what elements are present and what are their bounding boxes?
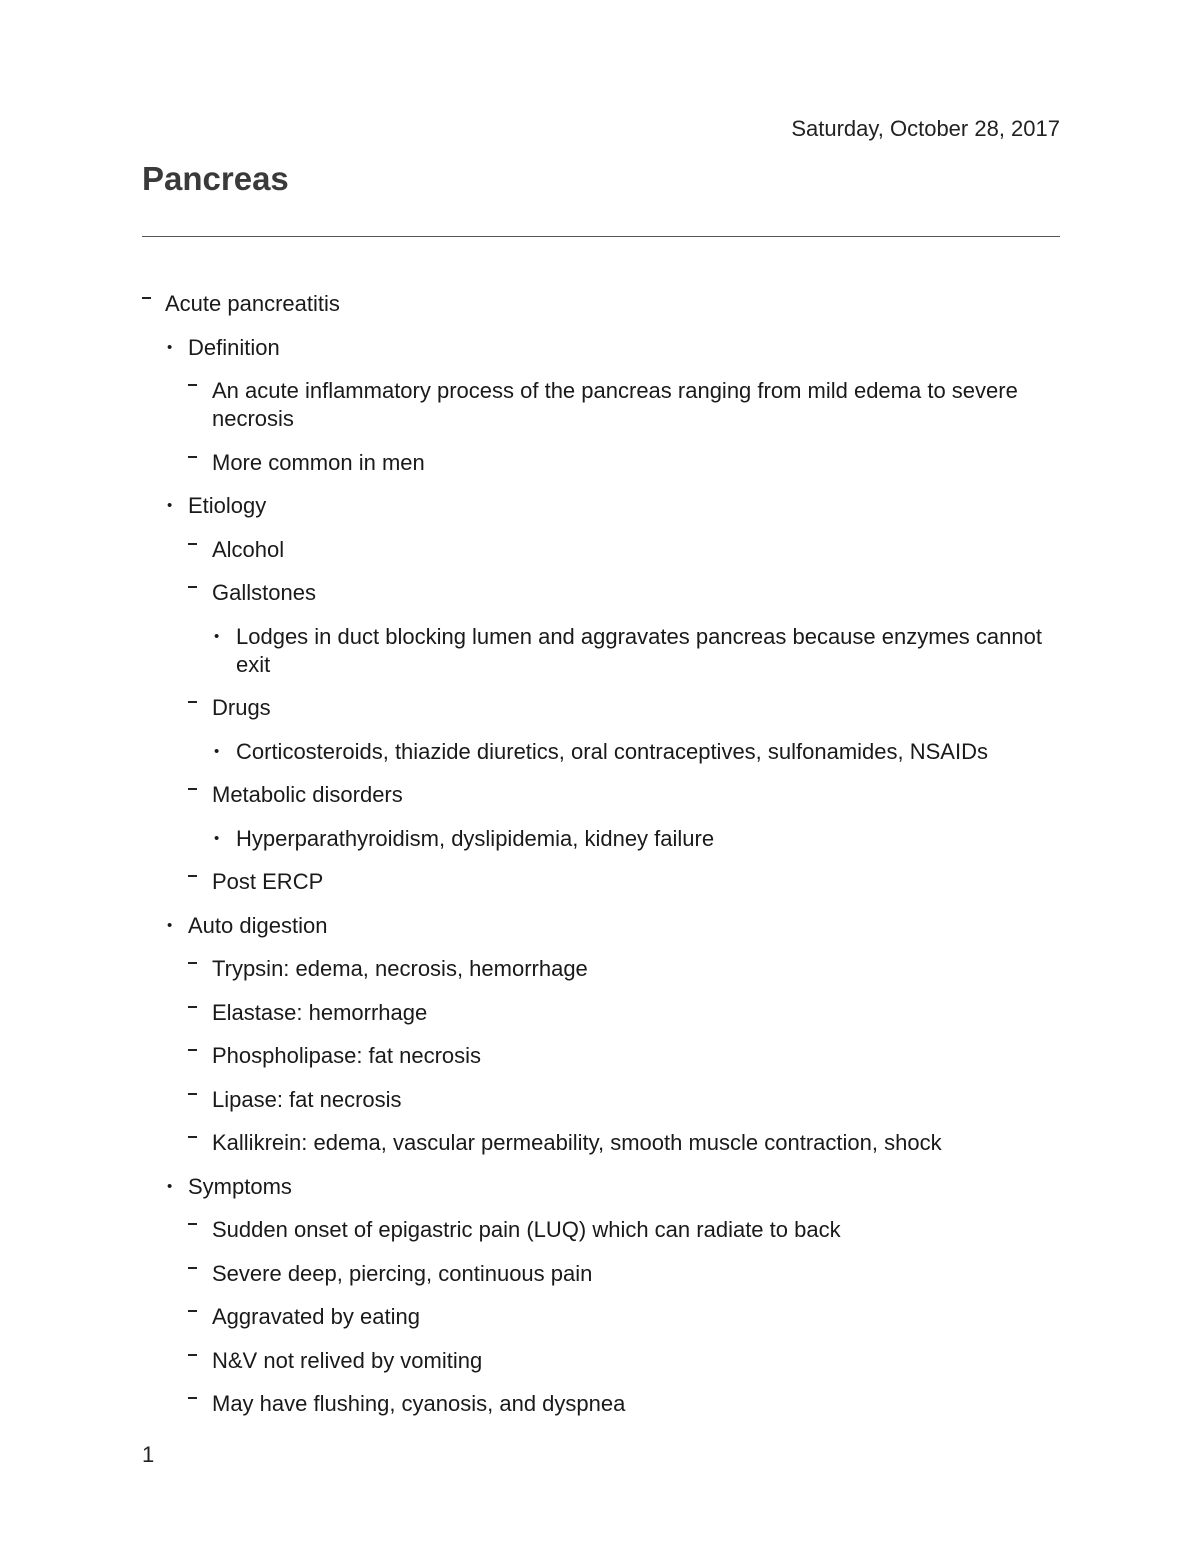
dash-marker-icon	[188, 1303, 208, 1331]
outline-item	[142, 1129, 1060, 1157]
notes-outline	[142, 290, 1060, 1434]
outline-item-text: Auto digestion	[188, 912, 328, 938]
outline-item-text: Symptoms	[188, 1173, 292, 1199]
outline-item	[142, 1347, 1060, 1375]
outline-item-text: Elastase: hemorrhage	[212, 999, 428, 1025]
bullet-marker-icon: •	[167, 1177, 173, 1195]
outline-item-text: Sudden onset of epigastric pain (LUQ) which can radiate to back	[212, 1217, 841, 1242]
outline-item-text: Alcohol	[212, 536, 285, 562]
bullet-marker-icon: •	[214, 627, 220, 645]
outline-item	[142, 825, 1060, 853]
outline-item	[142, 738, 1060, 766]
outline-item	[142, 1260, 1060, 1288]
outline-item	[142, 955, 1060, 983]
dash-marker-icon	[188, 1042, 208, 1070]
dash-marker-icon	[188, 377, 208, 405]
dash-marker-icon	[188, 579, 208, 607]
outline-item	[142, 912, 1060, 940]
outline-item-text: Metabolic disorders	[212, 782, 403, 807]
outline-item	[142, 290, 1060, 318]
outline-item	[142, 1216, 1060, 1244]
dash-marker-icon	[188, 1086, 208, 1114]
outline-item	[142, 999, 1060, 1027]
outline-item-text: Post ERCP	[212, 869, 324, 894]
outline-item	[142, 1173, 1060, 1201]
dash-marker-icon	[188, 868, 208, 896]
dash-marker-icon	[188, 955, 208, 983]
bullet-marker-icon: •	[214, 829, 220, 847]
outline-item	[142, 492, 1060, 520]
outline-item-text: Phospholipase: fat necrosis	[212, 1043, 482, 1068]
outline-item-text: Hyperparathyroidism, dyslipidemia, kidney failure	[236, 825, 715, 851]
outline-item-text: Lipase: fat necrosis	[212, 1086, 402, 1112]
outline-item	[142, 536, 1060, 564]
dash-marker-icon	[188, 694, 208, 722]
bullet-marker-icon: •	[214, 742, 220, 760]
outline-item	[142, 1042, 1060, 1070]
outline-item-text: Drugs	[212, 695, 271, 720]
outline-item-text: An acute inflammatory process of the pancreas ranging from mild edema to severe necrosis	[212, 378, 1018, 431]
outline-item-text: Kallikrein: edema, vascular permeability, smooth muscle contraction, shock	[212, 1130, 942, 1155]
outline-item-text: Definition	[188, 334, 280, 360]
dash-marker-icon	[188, 1216, 208, 1244]
outline-item-text: May have flushing, cyanosis, and dyspnea	[212, 1391, 626, 1416]
dash-marker-icon	[188, 1129, 208, 1157]
outline-item	[142, 334, 1060, 362]
bullet-marker-icon: •	[167, 497, 173, 514]
outline-item	[142, 623, 1060, 679]
outline-item	[142, 1303, 1060, 1331]
dash-marker-icon	[188, 781, 208, 809]
outline-item-text: Etiology	[188, 493, 267, 518]
dash-marker-icon	[188, 999, 208, 1027]
dash-marker-icon	[188, 1347, 208, 1375]
page-date: Saturday, October 28, 2017	[791, 116, 1060, 141]
outline-item-text: Aggravated by eating	[212, 1304, 420, 1329]
outline-item-text: More common in men	[212, 449, 425, 475]
dash-marker-icon	[188, 1390, 208, 1418]
dash-marker-icon	[188, 449, 208, 477]
dash-marker-icon	[142, 290, 162, 318]
outline-item-text: Corticosteroids, thiazide diuretics, oral contraceptives, sulfonamides, NSAIDs	[236, 738, 988, 764]
bullet-marker-icon: •	[167, 916, 173, 934]
outline-item-text: N&V not relived by vomiting	[212, 1347, 483, 1373]
bullet-marker-icon: •	[167, 338, 173, 356]
outline-item	[142, 449, 1060, 477]
outline-item	[142, 1390, 1060, 1418]
outline-item-text: Severe deep, piercing, continuous pain	[212, 1260, 593, 1286]
outline-item	[142, 377, 1060, 433]
page-title: Pancreas	[142, 160, 289, 197]
outline-item-text: Lodges in duct blocking lumen and aggravates pancreas because enzymes cannot exit	[236, 623, 1042, 677]
outline-item-text: Acute pancreatitis	[165, 291, 340, 316]
page-number: 1	[142, 1442, 155, 1467]
outline-item-text: Gallstones	[212, 580, 316, 605]
dash-marker-icon	[188, 536, 208, 564]
outline-item	[142, 781, 1060, 809]
outline-item-text: Trypsin: edema, necrosis, hemorrhage	[212, 956, 588, 981]
outline-item	[142, 1086, 1060, 1114]
title-divider	[142, 236, 1060, 237]
dash-marker-icon	[188, 1260, 208, 1288]
outline-item	[142, 868, 1060, 896]
outline-item	[142, 579, 1060, 607]
outline-item	[142, 694, 1060, 722]
